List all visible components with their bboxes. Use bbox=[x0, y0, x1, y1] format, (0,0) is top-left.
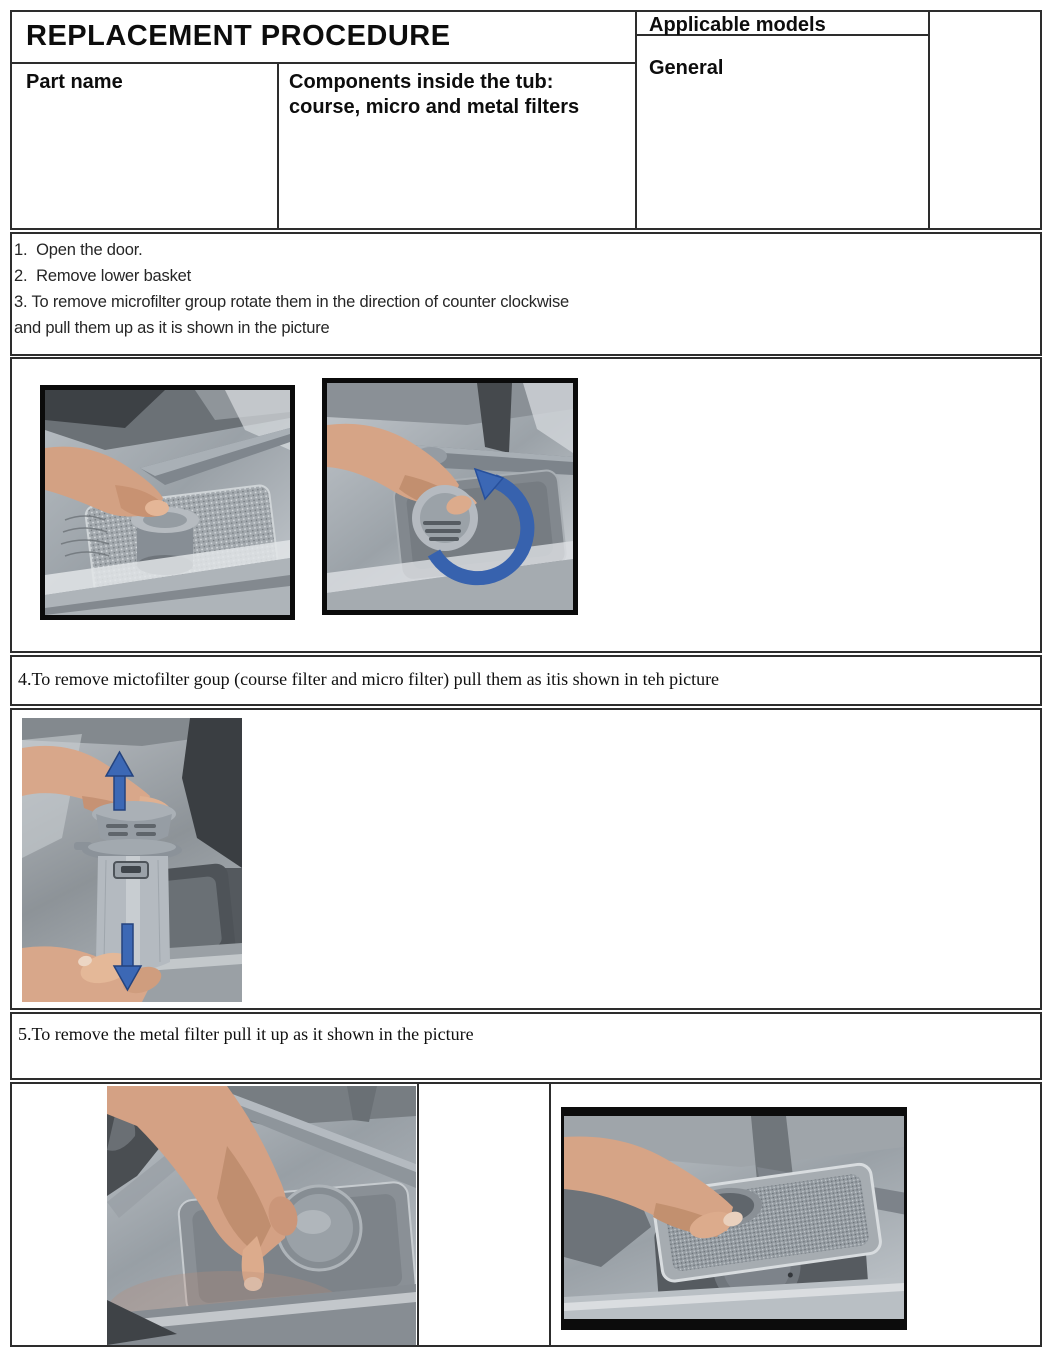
step-1-text: 1. Open the door. bbox=[14, 241, 143, 259]
step-4-text: 4.To remove mictofilter goup (course filter and micro filter) pull them as itis shown in teh picture bbox=[18, 669, 720, 689]
header-divider-models bbox=[635, 12, 637, 228]
step-4-section bbox=[10, 655, 1042, 706]
step-3-text-line2: and pull them up as it is shown in the picture bbox=[14, 319, 330, 337]
steps-section bbox=[10, 232, 1042, 356]
header-divider-partname bbox=[277, 62, 279, 228]
photo-grip-microfilter bbox=[40, 385, 295, 620]
grip-microfilter-illustration bbox=[45, 390, 290, 615]
step-5-text: 5.To remove the metal filter pull it up as it shown in the picture bbox=[18, 1024, 474, 1044]
step-3-text-line1: 3. To remove microfilter group rotate them in the direction of counter clockwise bbox=[14, 293, 570, 311]
bottom-divider-left bbox=[417, 1084, 419, 1345]
rotate-microfilter-illustration bbox=[327, 383, 573, 610]
part-description: Components inside the tub: course, micro and metal filters bbox=[289, 71, 580, 118]
pull-apart-photo-section bbox=[10, 708, 1042, 1010]
header-divider-right bbox=[928, 12, 930, 228]
lift-metal-filter-illustration bbox=[561, 1107, 907, 1330]
bottom-divider-right bbox=[549, 1084, 551, 1345]
applicable-models-label: Applicable models bbox=[649, 14, 826, 36]
photo-point-at-sump bbox=[107, 1086, 416, 1345]
step-5-section bbox=[10, 1012, 1042, 1080]
header-table bbox=[10, 10, 1042, 230]
photo-rotate-microfilter bbox=[322, 378, 578, 615]
rotate-photos-section bbox=[10, 357, 1042, 653]
photo-pull-filters-apart bbox=[22, 718, 242, 1002]
point-at-sump-illustration bbox=[107, 1086, 416, 1345]
metal-filter-photos-section bbox=[10, 1082, 1042, 1347]
part-name-label: Part name bbox=[26, 71, 123, 93]
page-title: REPLACEMENT PROCEDURE bbox=[26, 20, 451, 52]
photo-lift-metal-filter bbox=[561, 1107, 907, 1330]
applicable-models-value: General bbox=[649, 57, 724, 79]
pull-filters-apart-illustration bbox=[22, 718, 242, 1002]
header-divider-under-title bbox=[12, 62, 635, 64]
step-2-text: 2. Remove lower basket bbox=[14, 267, 191, 285]
